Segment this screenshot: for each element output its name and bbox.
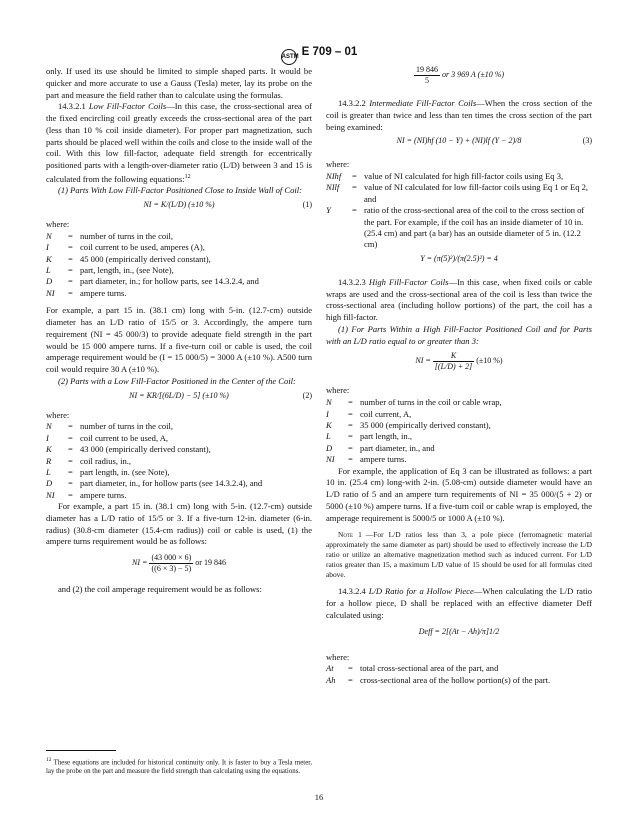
section-body: —When calculating the L/D ratio for a hollow piece, D shall be replaced with an effective diameter Deff calculated using: bbox=[326, 586, 592, 620]
definition-list-4 bbox=[326, 397, 592, 465]
equation-rhs: or 3 969 A (±10 %) bbox=[441, 70, 505, 79]
definition-equals: = bbox=[348, 408, 353, 419]
definition-row bbox=[326, 397, 592, 408]
definition-row bbox=[46, 265, 312, 276]
definition-text: 45 000 (empirically derived constant), bbox=[80, 253, 211, 264]
definition-symbol: I bbox=[326, 408, 329, 419]
definition-equals: = bbox=[68, 444, 73, 455]
definition-symbol: D bbox=[326, 442, 333, 453]
definition-equals: = bbox=[348, 442, 353, 453]
definition-row bbox=[46, 276, 312, 287]
definition-equals: = bbox=[68, 432, 73, 443]
definition-row bbox=[46, 242, 312, 253]
page-number: 16 bbox=[314, 792, 324, 802]
where-label: where: bbox=[326, 651, 350, 662]
definition-row bbox=[326, 205, 592, 251]
section-title: Low Fill-Factor Coils bbox=[88, 101, 167, 112]
numerator: K bbox=[433, 351, 474, 362]
section-title: High Fill-Factor Coils bbox=[368, 276, 449, 287]
equation-rhs: or 19 846 bbox=[195, 558, 226, 568]
definition-row bbox=[326, 409, 592, 420]
equation-text: Y = (π(5)²)/(π(2.5)²) = 4 bbox=[420, 253, 498, 263]
section-body: —When the cross section of the coil is greater than twice and less than ten times the cross section of the part being examined: bbox=[326, 98, 592, 132]
definition-symbol: D bbox=[46, 276, 53, 287]
definition-row bbox=[46, 433, 312, 444]
standard-designation: E 709 – 01 bbox=[301, 46, 358, 58]
definition-text: ampere turns. bbox=[80, 287, 127, 298]
definition-text: total cross-sectional area of the part, and bbox=[360, 663, 499, 674]
definition-row bbox=[326, 420, 592, 431]
footnote-number: 12 bbox=[46, 757, 52, 763]
equation-amperage bbox=[326, 62, 592, 88]
definition-equals: = bbox=[68, 489, 73, 500]
section-number: 14.3.2.3 bbox=[338, 276, 366, 287]
definition-list-3 bbox=[326, 171, 592, 251]
equation-text: NI = K/(L/D) (±10 %) bbox=[143, 200, 215, 210]
definition-equals: = bbox=[68, 287, 73, 298]
denominator: 5 bbox=[424, 75, 429, 85]
fraction bbox=[433, 351, 474, 372]
equation-deff bbox=[326, 622, 592, 642]
example-paragraph-2: For example, a part 15 in. (38.1 cm) long with 5-in. (12.7-cm) outside diameter has a L/D ratio of 15/5 or 3. If a five-turn 12-in. diameter (6-in. radius) (30.8-cm diameter (15.4-cm radius)) coil or cable is used, (1) the ampere turns requirement would be as follows: bbox=[46, 501, 312, 547]
definition-symbol: Ah bbox=[326, 674, 336, 685]
section-body: —In this case, when fixed coils or cable wraps are used and the cross-sectional area of the coil is less than twice the cross-sectional area (including hollow portions) of the part, the coil has a high fill-factor. bbox=[326, 276, 593, 323]
definition-text: part diameter, in., for hollow parts (see 14.3.2.4), and bbox=[80, 478, 263, 489]
example-paragraph-3: For example, the application of Eq 3 can be illustrated as follows: a part 10 in. (25.4 cm) long-with 2-in. (5.08-cm) outside diameter would have an L/D ratio of 5 and an ampere turn requirements of NI = 35 000/(5 + 2) or 5000 (±10 %) ampere turns. If a five-turn coil or cable wrap is employed, the amperage requirement is 5000/5 or 1000 A (±10 %). bbox=[326, 465, 592, 523]
footnote bbox=[46, 756, 312, 776]
definition-equals: = bbox=[352, 182, 357, 193]
definition-text: 43 000 (empirically derived constant), bbox=[80, 444, 211, 455]
definition-row bbox=[46, 231, 312, 242]
definition-equals: = bbox=[348, 454, 353, 465]
definition-list-5 bbox=[326, 663, 592, 686]
definition-row bbox=[326, 663, 592, 674]
definition-symbol: R bbox=[46, 455, 52, 466]
definition-equals: = bbox=[68, 253, 73, 264]
definition-text: 35 000 (empirically derived constant), bbox=[360, 419, 491, 430]
definition-row bbox=[326, 182, 592, 205]
definition-text: coil current, A, bbox=[360, 408, 412, 419]
definition-symbol: N bbox=[46, 230, 52, 241]
definition-equals: = bbox=[348, 419, 353, 430]
definition-symbol: NI bbox=[326, 454, 335, 465]
definition-symbol: I bbox=[46, 242, 49, 253]
intro-paragraph: only. If used its use should be limited to simple shaped parts. It would be quicker and more accurate to use a Gauss (Tesla) meter, lay its probe on the part and measure the field rather than to calculate using the formulas. bbox=[46, 66, 312, 100]
where-label: where: bbox=[46, 409, 70, 420]
definition-equals: = bbox=[68, 455, 73, 466]
equation-3 bbox=[326, 133, 592, 149]
closing-paragraph: and (2) the coil amperage requirement would be as follows: bbox=[58, 584, 262, 595]
note-body: —For L/D ratios less than 3, a pole piece (ferromagnetic material approximately the same diameter as part) should be used to effectively increase the L/D ratio or utilize an alternative magnetization method such as induced current. For L/D ratios greater than 15, a maximum L/D value of 15 should be used for all formulas cited above. bbox=[326, 530, 592, 580]
definition-row bbox=[326, 675, 592, 686]
definition-row bbox=[326, 171, 592, 182]
subheading-1 bbox=[46, 185, 312, 197]
equation-text: NI = KR/[(6L/D) − 5] (±10 %) bbox=[129, 390, 229, 400]
subheading-3 bbox=[326, 324, 592, 348]
subheading-text: (1) For Parts Within a High Fill-Factor Positioned Coil and for Parts with an L/D ratio equal to or greater than 3: bbox=[326, 323, 592, 346]
definition-text: part length, in. (see Note), bbox=[80, 466, 170, 477]
definition-row bbox=[46, 490, 312, 501]
definition-symbol: K bbox=[46, 444, 52, 455]
definition-equals: = bbox=[68, 265, 73, 276]
definition-equals: = bbox=[68, 466, 73, 477]
definition-equals: = bbox=[68, 421, 73, 432]
definition-symbol: N bbox=[326, 397, 332, 408]
definition-text: cross-sectional area of the hollow portion(s) of the part. bbox=[360, 674, 551, 685]
definition-equals: = bbox=[352, 205, 357, 216]
definition-equals: = bbox=[348, 431, 353, 442]
where-label: where: bbox=[46, 219, 70, 230]
note-1 bbox=[326, 530, 592, 580]
definition-equals: = bbox=[352, 171, 357, 181]
section-number: 14.3.2.4 bbox=[338, 586, 366, 597]
definition-text: coil radius, in., bbox=[80, 455, 132, 466]
fraction bbox=[414, 65, 440, 86]
section-14-3-2-2 bbox=[326, 98, 592, 133]
definition-row bbox=[326, 431, 592, 442]
definition-symbol: Y bbox=[326, 205, 331, 216]
section-14-3-2-1 bbox=[46, 101, 312, 185]
definition-symbol: NI bbox=[46, 489, 55, 500]
definition-equals: = bbox=[68, 276, 73, 287]
definition-row bbox=[46, 288, 312, 299]
definition-symbol: K bbox=[326, 419, 332, 430]
definition-text: number of turns in the coil or cable wrap, bbox=[360, 397, 502, 408]
fraction bbox=[149, 553, 193, 574]
definition-text: ampere turns. bbox=[80, 489, 127, 500]
definition-symbol: N bbox=[46, 421, 52, 432]
section-title: Intermediate Fill-Factor Coils bbox=[369, 98, 477, 108]
definition-list-2 bbox=[46, 421, 312, 501]
definition-symbol: K bbox=[46, 253, 52, 264]
equation-number: (1) bbox=[302, 200, 312, 210]
definition-equals: = bbox=[348, 663, 353, 674]
numerator: (43 000 × 6) bbox=[151, 552, 192, 562]
equation-y-ratio bbox=[326, 251, 592, 267]
equation-lhs: NI = bbox=[132, 558, 148, 568]
equation-2 bbox=[46, 388, 312, 404]
definition-equals: = bbox=[68, 242, 73, 253]
definition-row bbox=[46, 456, 312, 467]
definition-equals: = bbox=[68, 230, 73, 241]
definition-equals: = bbox=[68, 478, 73, 489]
footnote-ref: 12 bbox=[184, 173, 191, 180]
equation-text: Deff = 2[(At − Ah)/π]1/2 bbox=[418, 626, 500, 636]
definition-row bbox=[326, 454, 592, 465]
equation-lhs: NI = bbox=[415, 356, 431, 366]
equation-text: NI = (NI)hf (10 − Y) + (NI)lf (Y − 2)/8 bbox=[396, 136, 522, 146]
subheading-text: (2) Parts with a Low Fill-Factor Positioned in the Center of the Coil: bbox=[58, 375, 296, 386]
definition-row bbox=[46, 444, 312, 455]
equation-rhs: (±10 %) bbox=[476, 356, 503, 366]
denominator: [(L/D) + 2] bbox=[434, 362, 473, 371]
definition-equals: = bbox=[348, 674, 353, 685]
definition-text: number of turns in the coil, bbox=[80, 421, 174, 432]
definition-symbol: NI bbox=[46, 287, 55, 298]
subheading-text: (1) Parts With Low Fill-Factor Positioned Close to Inside Wall of Coil: bbox=[58, 185, 302, 196]
definition-text: part, length, in., (see Note), bbox=[80, 265, 174, 276]
definition-row bbox=[46, 254, 312, 265]
numerator: 19 846 bbox=[415, 64, 438, 74]
equation-ampere-turns bbox=[46, 548, 312, 578]
definition-row bbox=[326, 443, 592, 454]
where-label: where: bbox=[326, 159, 350, 170]
definition-row bbox=[46, 467, 312, 478]
section-14-3-2-3 bbox=[326, 277, 592, 324]
section-body: —In this case, the cross-sectional area of the fixed encircling coil greatly exceeds the cross-sectional area of the part (less than 10 % coil inside diameter). For proper part magnetization, such parts should be placed well within the coils and close to the inside wall of the coil. With this low fill-factor, adequate field strength for eccentrically positioned parts with a length-over-diameter ratio (L/D) between 3 and 15 is calculated from the following equations: bbox=[46, 101, 312, 184]
section-number: 14.3.2.2 bbox=[338, 98, 366, 108]
definition-symbol: NIhf bbox=[326, 171, 342, 181]
astm-logo: ASTM bbox=[281, 49, 297, 65]
definition-text: part length, in., bbox=[360, 431, 412, 442]
definition-symbol: L bbox=[46, 265, 51, 276]
section-title: L/D Ratio for a Hollow Piece bbox=[368, 586, 474, 597]
definition-symbol: L bbox=[46, 466, 51, 477]
note-tag: Note 1 bbox=[338, 530, 362, 540]
definition-text: ratio of the cross-sectional area of the coil to the cross section of the part. For example, if the coil has an inside diameter of 10 in. (25.4 cm) and part (a bar) has an outside diameter of 5 in. (12.2 cm) bbox=[364, 205, 585, 250]
equation-number: (2) bbox=[302, 390, 312, 400]
equation-1 bbox=[46, 197, 312, 213]
definition-text: ampere turns. bbox=[360, 454, 407, 465]
equation-number: (3) bbox=[582, 136, 592, 146]
section-14-3-2-4 bbox=[326, 586, 592, 621]
left-column bbox=[46, 66, 312, 596]
definition-text: number of turns in the coil, bbox=[80, 230, 174, 241]
footnote-rule bbox=[46, 750, 116, 751]
definition-symbol: At bbox=[326, 663, 334, 674]
definition-equals: = bbox=[348, 397, 353, 408]
definition-row bbox=[46, 478, 312, 489]
right-column bbox=[326, 66, 592, 686]
example-paragraph-1: For example, a part 15 in. (38.1 cm) long with 5-in. (12.7-cm) outside diameter has an L/D ratio of 15/5 or 3. Accordingly, the ampere turn requirement (NI = 45 000/3) to provide adequate field strength in the part would be 15 000 ampere turns. If a five-turn coil or cable is used, the coil amperage requirement would be (I = 15 000/5) = 3000 A (±10 %). A500 turn coil would require 30 A (±10 %). bbox=[46, 305, 312, 375]
definition-symbol: D bbox=[46, 478, 53, 489]
section-number: 14.3.2.1 bbox=[58, 101, 86, 112]
definition-text: part diameter, in., and bbox=[360, 442, 435, 453]
where-label: where: bbox=[326, 385, 350, 396]
equation-high-fill bbox=[326, 347, 592, 375]
definition-text: part diameter, in.; for hollow parts, see 14.3.2.4, and bbox=[80, 276, 259, 287]
definition-text: coil current to be used, A, bbox=[80, 432, 169, 443]
denominator: ((6 × 3) − 5) bbox=[151, 563, 192, 573]
definition-symbol: L bbox=[326, 431, 331, 442]
definition-symbol: NIlf bbox=[326, 182, 340, 193]
footnote-text: These equations are included for historical continuity only. It is faster to buy a Tesla meter, lay the probe on the part and measure the field strength than calculating using the equations. bbox=[46, 759, 312, 776]
definition-text: value of NI calculated for low fill-factor coils using Eq 1 or Eq 2, and bbox=[364, 182, 589, 204]
definition-text: value of NI calculated for high fill-factor coils using Eq 3, bbox=[364, 171, 564, 181]
definition-row bbox=[46, 421, 312, 432]
definition-text: coil current to be used, amperes (A), bbox=[80, 242, 205, 253]
subheading-2 bbox=[46, 376, 312, 388]
definition-symbol: I bbox=[46, 432, 49, 443]
definition-list-1 bbox=[46, 231, 312, 299]
